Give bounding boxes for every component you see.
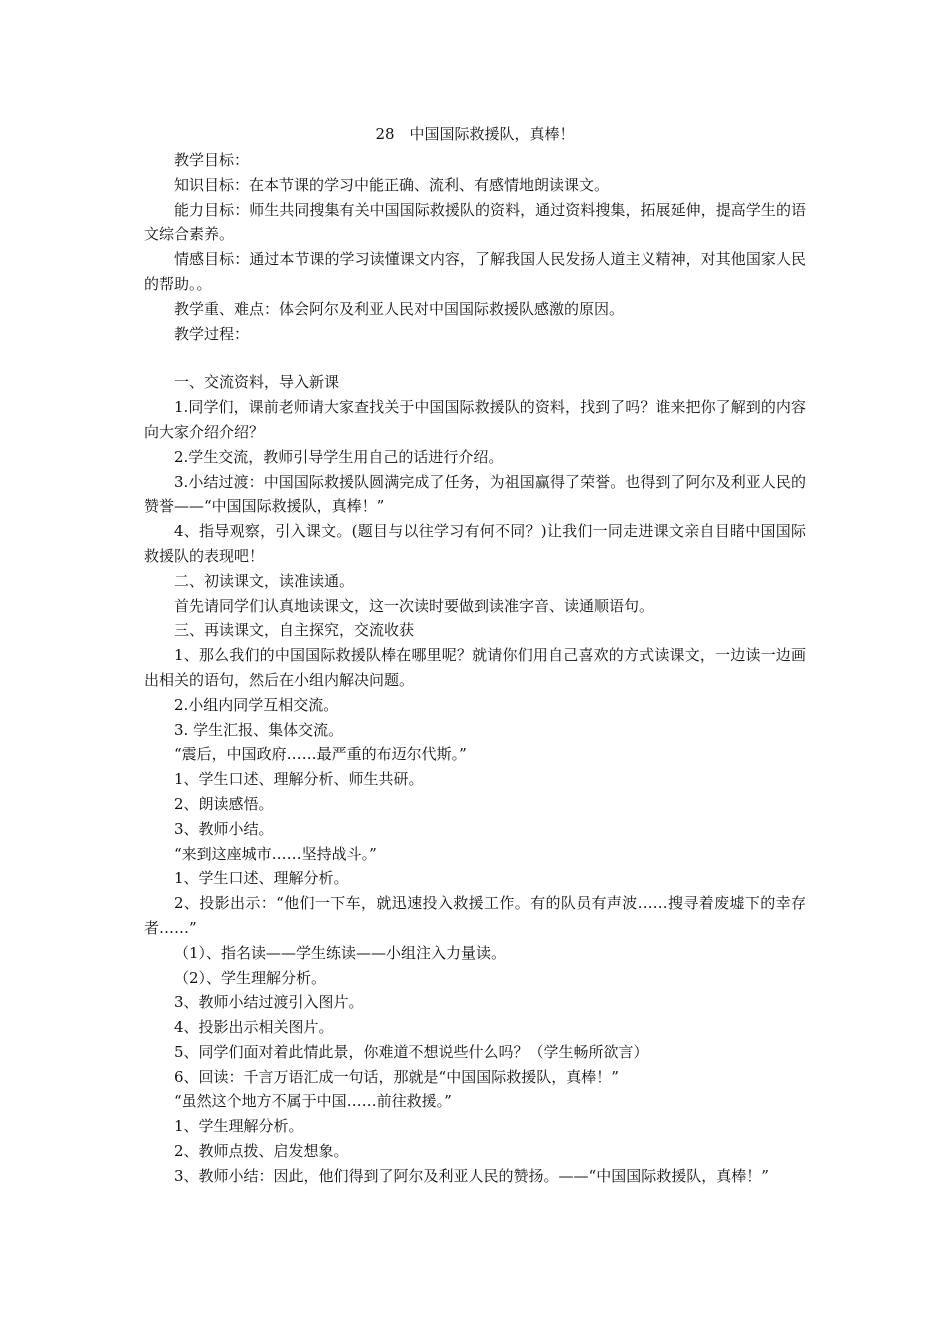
- paragraph: 2.学生交流，教师引导学生用自己的话进行介绍。: [174, 447, 504, 466]
- paragraph: （2）、学生理解分析。: [174, 968, 327, 987]
- paragraph: 1、学生口述、理解分析。: [174, 869, 349, 888]
- document-page: [144, 122, 806, 1189]
- paragraph: 3、教师小结：因此，他们得到了阿尔及利亚人民的赞扬。——“中国国际救援队，真棒！”: [174, 1166, 769, 1185]
- paragraph: 1、那么我们的中国国际救援队棒在哪里呢？就请你们用自己喜欢的方式读课文，一边读一边画出相关的语句，然后在小组内解决问题。: [144, 646, 806, 689]
- quote: “震后，中国政府……最严重的布迈尔代斯。”: [174, 745, 467, 764]
- paragraph: 4、指导观察，引入课文。(题目与以往学习有何不同？)让我们一同走进课文亲自目睹中国国际救援队的表现吧！: [144, 522, 806, 565]
- paragraph: 2、教师点拨、启发想象。: [174, 1142, 349, 1161]
- paragraph: 2、投影出示：“他们一下车，就迅速投入救援工作。有的队员有声波……搜寻着废墟下的幸存者……”: [144, 894, 806, 937]
- paragraph: 3、教师小结过渡引入图片。: [174, 993, 364, 1012]
- paragraph-key-points: 教学重、难点：体会阿尔及利亚人民对中国国际救援队感激的原因。: [174, 299, 625, 318]
- paragraph: 4、投影出示相关图片。: [174, 1018, 334, 1037]
- paragraph: 3. 学生汇报、集体交流。: [174, 720, 344, 739]
- blank-line: [144, 346, 806, 370]
- quote: “来到这座城市……坚持战斗。”: [174, 844, 377, 863]
- quote: “虽然这个地方不属于中国……前往救援。”: [174, 1092, 452, 1111]
- paragraph: 1、学生口述、理解分析、师生共研。: [174, 770, 424, 789]
- paragraph-knowledge-goal: 知识目标：在本节课的学习中能正确、流利、有感情地朗读课文。: [174, 175, 610, 194]
- paragraph: 2.小组内同学互相交流。: [174, 695, 339, 714]
- paragraph: 3.小结过渡：中国国际救援队圆满完成了任务，为祖国赢得了荣誉。也得到了阿尔及利亚人民的赞誉——“中国国际救援队，真棒！”: [144, 472, 806, 516]
- paragraph: 3、教师小结。: [174, 819, 274, 838]
- paragraph-process-heading: 教学过程：: [174, 324, 250, 343]
- paragraph: 1、学生理解分析。: [174, 1117, 304, 1136]
- paragraph-emotion-goal: 情感目标：通过本节课的学习读懂课文内容，了解我国人民发扬人道主义精神，对其他国家人民的帮助。。: [144, 250, 806, 293]
- paragraph-ability-goal: 能力目标：师生共同搜集有关中国国际救援队的资料，通过资料搜集，拓展延伸，提高学生的语文综合素养。: [144, 200, 806, 244]
- paragraph: 2、朗读感悟。: [174, 794, 274, 813]
- paragraph: 1.同学们，课前老师请大家查找关于中国国际救援队的资料，找到了吗？谁来把你了解到的内容向大家介绍介绍？: [144, 398, 806, 441]
- paragraph: 首先请同学们认真地读课文，这一次读时要做到读准字音、读通顺语句。: [174, 596, 655, 615]
- paragraph: 6、回读：千言万语汇成一句话，那就是“中国国际救援队，真棒！”: [174, 1067, 619, 1086]
- section-heading-2: 二、初读课文，读准读通。: [174, 571, 355, 590]
- document-title: 28 中国国际救援队，真棒！: [375, 125, 575, 143]
- paragraph: （1）、指名读——学生练读——小组注入力量读。: [174, 943, 507, 962]
- paragraph-objectives-heading: 教学目标：: [174, 151, 250, 169]
- paragraph: 5、同学们面对着此情此景，你难道不想说些什么吗？（学生畅所欲言）: [174, 1042, 649, 1061]
- section-heading-3: 三、再读课文，自主探究，交流收获: [174, 621, 415, 640]
- section-heading-1: 一、交流资料，导入新课: [174, 373, 340, 392]
